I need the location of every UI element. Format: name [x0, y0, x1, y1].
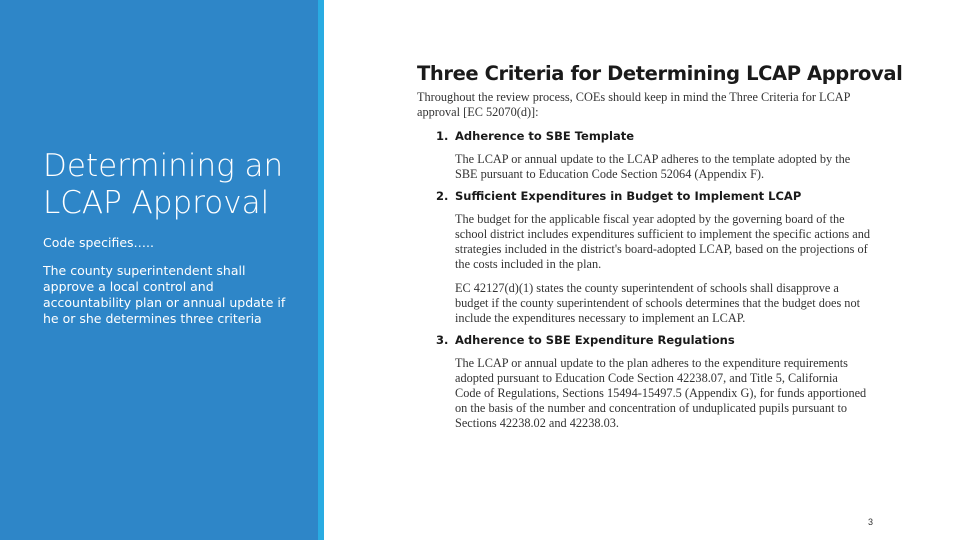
paragraph-line: The budget for the applicable fiscal year adopted by the governing board of the	[455, 212, 845, 226]
paragraph-line: budget if the county superintendent of schools determines that the budget does not	[455, 296, 861, 310]
paragraph-line: strategies included in the district's board-adopted LCAP, based on the projections of	[455, 242, 868, 256]
criterion-title: Adherence to SBE Expenditure Regulations	[455, 333, 735, 347]
criterion-number: 1.	[436, 129, 449, 143]
criterion-title: Adherence to SBE Template	[455, 129, 635, 143]
body-line: The county superintendent shall	[43, 263, 246, 278]
paragraph-line: The LCAP or annual update to the plan adheres to the expenditure requirements	[455, 356, 848, 370]
body-line: he or she determines three criteria	[43, 311, 262, 326]
paragraph-line: on the basis of the number and concentration of unduplicated pupils pursuant to	[455, 401, 848, 415]
slide-title	[43, 148, 303, 222]
paragraph-line: Sections 42238.02 and 42238.03.	[455, 416, 619, 430]
paragraph-line: Code of Regulations, Sections 15494-15497.5 (Appendix G), for funds apportioned	[455, 386, 867, 400]
criterion-heading	[436, 333, 867, 347]
intro-line: approval [EC 52070(d)]:	[417, 105, 539, 119]
paragraph-line: school district includes expenditures sufficient to implement the specific actions and	[455, 227, 871, 241]
criteria-list	[417, 129, 871, 431]
page-number: 3	[868, 517, 874, 527]
criterion-paragraph	[455, 212, 871, 272]
paragraph-line: adopted pursuant to Education Code Section 42238.07, and Title 5, California	[455, 371, 838, 385]
criterion-paragraph	[455, 281, 867, 326]
body-line: approve a local control and	[43, 279, 214, 294]
subheading: Code specifies…..	[43, 235, 154, 250]
criterion-paragraph	[455, 152, 867, 182]
document-excerpt	[417, 62, 903, 431]
intro-paragraph	[417, 90, 867, 120]
accent-stripe	[318, 0, 324, 540]
title-line: Determining an	[43, 148, 284, 184]
criterion-number: 3.	[436, 333, 449, 347]
criterion-heading	[436, 129, 867, 143]
title-line: LCAP Approval	[43, 185, 270, 221]
criterion-paragraph	[455, 356, 867, 431]
paragraph-line: the costs included in the plan.	[455, 257, 602, 271]
paragraph-line: SBE pursuant to Education Code Section 52064 (Appendix F).	[455, 167, 765, 181]
paragraph-line: EC 42127(d)(1) states the county superintendent of schools shall disapprove a	[455, 281, 839, 295]
paragraph-line: The LCAP or annual update to the LCAP adheres to the template adopted by the	[455, 152, 851, 166]
paragraph-line: include the expenditures necessary to implement an LCAP.	[455, 311, 746, 325]
criterion-number: 2.	[436, 189, 449, 203]
sidebar-body	[43, 263, 293, 327]
document-heading: Three Criteria for Determining LCAP Approval	[417, 62, 903, 85]
criterion-title: Sufficient Expenditures in Budget to Implement LCAP	[455, 189, 802, 203]
intro-line: Throughout the review process, COEs should keep in mind the Three Criteria for LCAP	[417, 90, 851, 104]
body-line: accountability plan or annual update if	[43, 295, 286, 310]
criterion-heading	[436, 189, 867, 203]
